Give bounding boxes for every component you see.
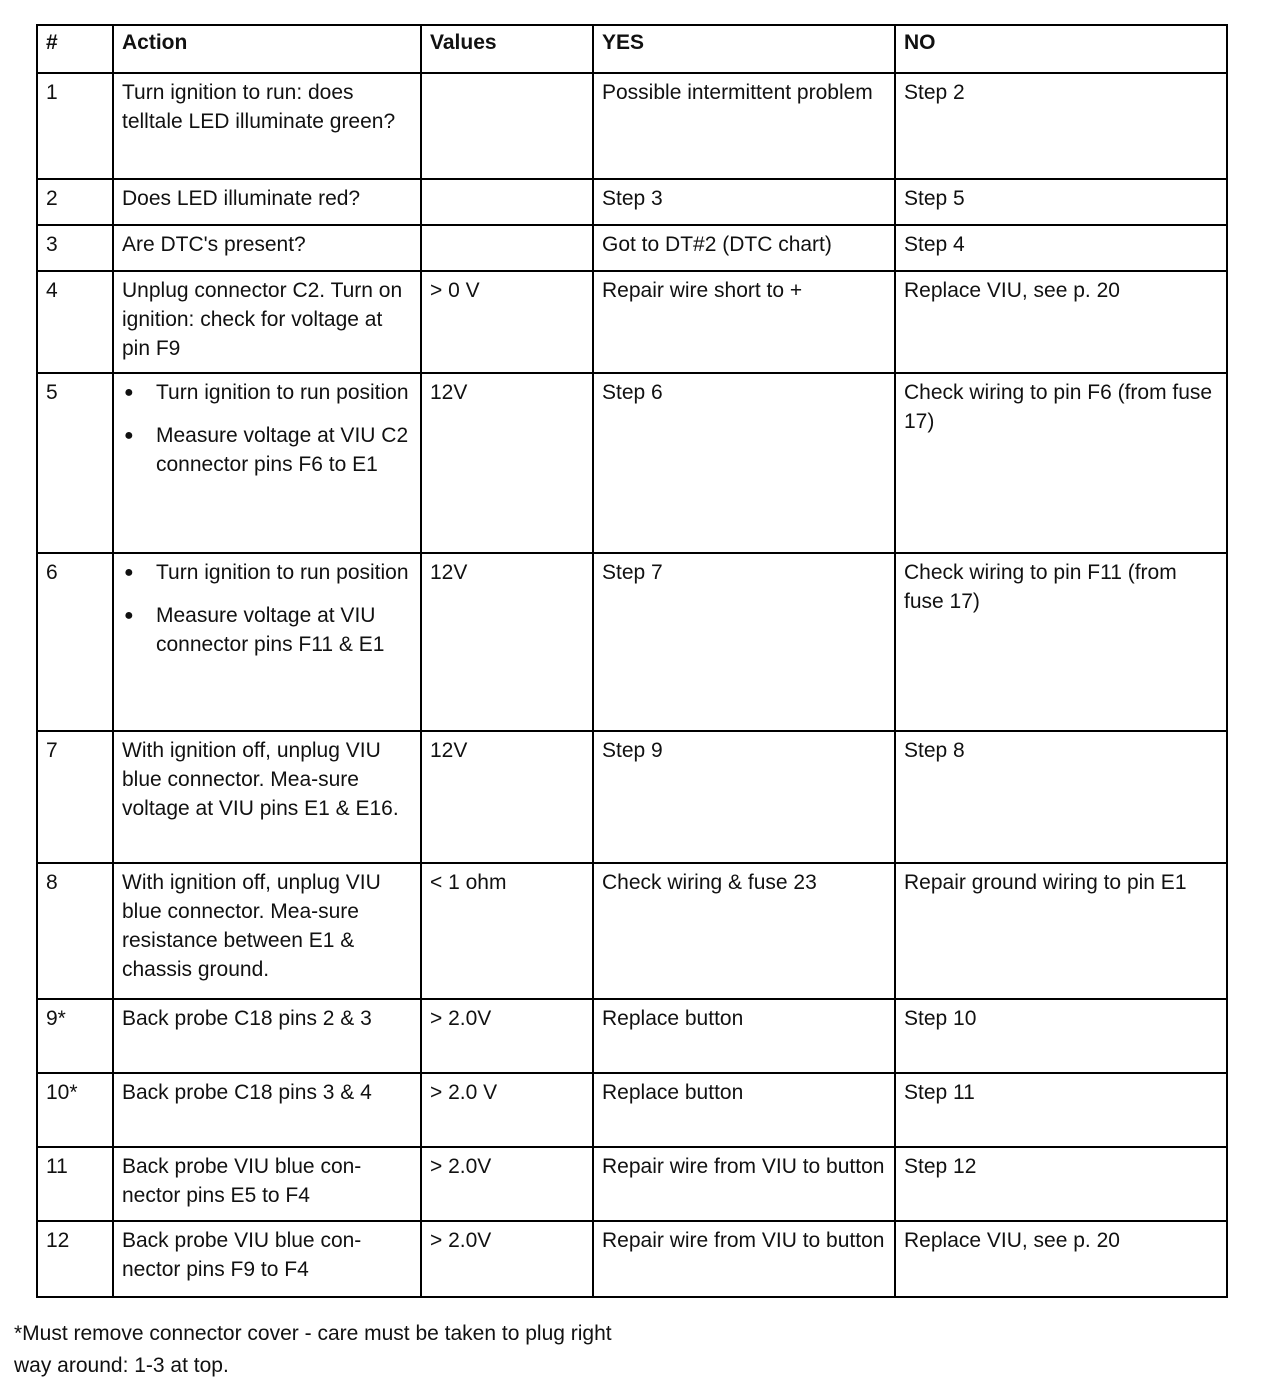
no-cell: Replace VIU, see p. 20	[895, 1221, 1227, 1297]
yes-cell: Possible intermittent problem	[593, 73, 895, 179]
values-cell	[421, 179, 593, 225]
no-cell: Step 8	[895, 731, 1227, 863]
action-bullet-list	[122, 558, 412, 659]
action-cell	[113, 553, 421, 731]
no-cell: Step 5	[895, 179, 1227, 225]
action-cell	[113, 373, 421, 553]
table-row	[37, 179, 1227, 225]
table-row	[37, 1073, 1227, 1147]
values-cell	[421, 73, 593, 179]
header-num: #	[37, 25, 113, 73]
action-cell: Turn ignition to run: does telltale LED illuminate green?	[113, 73, 421, 179]
action-cell: With ignition off, unplug VIU blue connector. Mea-sure voltage at VIU pins E1 & E16.	[113, 731, 421, 863]
header-values: Values	[421, 25, 593, 73]
step-number: 2	[37, 179, 113, 225]
table-row	[37, 225, 1227, 271]
action-cell: Unplug connector C2. Turn on ignition: check for voltage at pin F9	[113, 271, 421, 373]
values-cell: > 0 V	[421, 271, 593, 373]
footnote: *Must remove connector cover - care must be taken to plug right way around: 1-3 at top.	[14, 1322, 612, 1377]
values-cell: < 1 ohm	[421, 863, 593, 999]
values-cell: > 2.0V	[421, 1221, 593, 1297]
no-cell: Repair ground wiring to pin E1	[895, 863, 1227, 999]
table-row	[37, 373, 1227, 553]
no-cell: Step 12	[895, 1147, 1227, 1221]
action-cell: With ignition off, unplug VIU blue connector. Mea-sure resistance between E1 & chassis ground.	[113, 863, 421, 999]
step-number: 12	[37, 1221, 113, 1297]
header-yes: YES	[593, 25, 895, 73]
no-cell: Step 4	[895, 225, 1227, 271]
table-row	[37, 73, 1227, 179]
header-row	[37, 25, 1227, 73]
step-number: 8	[37, 863, 113, 999]
header-action: Action	[113, 25, 421, 73]
action-cell: Back probe C18 pins 3 & 4	[113, 1073, 421, 1147]
bullet-item: ● Measure voltage at VIU connector pins F11 & E1	[156, 601, 412, 659]
step-number: 10*	[37, 1073, 113, 1147]
step-number: 6	[37, 553, 113, 731]
values-cell: > 2.0V	[421, 1147, 593, 1221]
values-cell	[421, 225, 593, 271]
table-row	[37, 1221, 1227, 1297]
step-number: 9*	[37, 999, 113, 1073]
table-row	[37, 553, 1227, 731]
bullet-item: ● Turn ignition to run position	[156, 558, 412, 587]
bullet-item: ● Turn ignition to run position	[156, 378, 412, 407]
yes-cell: Step 7	[593, 553, 895, 731]
values-cell: 12V	[421, 553, 593, 731]
yes-cell: Replace button	[593, 1073, 895, 1147]
yes-cell: Replace button	[593, 999, 895, 1073]
table-row	[37, 271, 1227, 373]
yes-cell: Step 3	[593, 179, 895, 225]
header-no: NO	[895, 25, 1227, 73]
diagnostic-sheet	[36, 24, 1226, 1298]
diagnostic-table	[36, 24, 1228, 1298]
step-number: 11	[37, 1147, 113, 1221]
yes-cell: Repair wire from VIU to button	[593, 1221, 895, 1297]
step-number: 7	[37, 731, 113, 863]
step-number: 3	[37, 225, 113, 271]
yes-cell: Step 6	[593, 373, 895, 553]
action-cell: Does LED illuminate red?	[113, 179, 421, 225]
table-row	[37, 731, 1227, 863]
table-row	[37, 1147, 1227, 1221]
table-row	[37, 863, 1227, 999]
action-cell: Are DTC's present?	[113, 225, 421, 271]
no-cell: Replace VIU, see p. 20	[895, 271, 1227, 373]
action-cell: Back probe VIU blue con-nector pins F9 to F4	[113, 1221, 421, 1297]
action-bullet-list	[122, 378, 412, 479]
yes-cell: Check wiring & fuse 23	[593, 863, 895, 999]
values-cell: > 2.0 V	[421, 1073, 593, 1147]
step-number: 1	[37, 73, 113, 179]
action-cell: Back probe C18 pins 2 & 3	[113, 999, 421, 1073]
no-cell: Check wiring to pin F6 (from fuse 17)	[895, 373, 1227, 553]
values-cell: > 2.0V	[421, 999, 593, 1073]
values-cell: 12V	[421, 373, 593, 553]
no-cell: Step 2	[895, 73, 1227, 179]
action-cell: Back probe VIU blue con-nector pins E5 to F4	[113, 1147, 421, 1221]
bullet-item: ● Measure voltage at VIU C2 connector pins F6 to E1	[156, 421, 412, 479]
table-row	[37, 999, 1227, 1073]
yes-cell: Repair wire short to +	[593, 271, 895, 373]
no-cell: Step 10	[895, 999, 1227, 1073]
step-number: 5	[37, 373, 113, 553]
yes-cell: Got to DT#2 (DTC chart)	[593, 225, 895, 271]
values-cell: 12V	[421, 731, 593, 863]
no-cell: Check wiring to pin F11 (from fuse 17)	[895, 553, 1227, 731]
yes-cell: Step 9	[593, 731, 895, 863]
step-number: 4	[37, 271, 113, 373]
no-cell: Step 11	[895, 1073, 1227, 1147]
yes-cell: Repair wire from VIU to button	[593, 1147, 895, 1221]
